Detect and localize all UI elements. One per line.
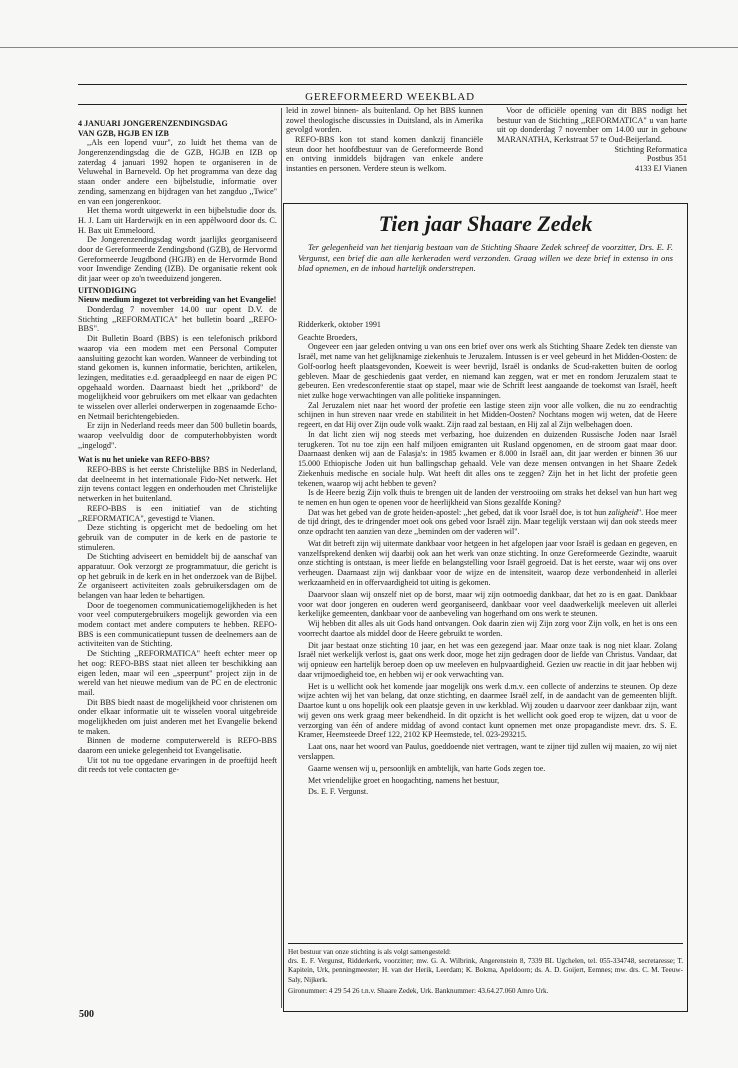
board-info-bank: Gironummer: 4 29 54 26 t.n.v. Shaare Zedek, Urk. Banknummer: 43.64.27.060 Amro Urk.: [288, 986, 549, 995]
paragraph: Wat dit betreft zijn wij uitermate dankbaar voor hetgeen in het afgelopen jaar voor Israël is gedaan en gegeven, en vanzelfsprekend denken wij daarbij ook aan het werk van onze stichting. In onze Gereformeerde Gezindte, waaruit onze stichting is ontstaan, is meer liefde en belangstelling voor Israël gegroeid. Dat is het eerste, waar wij ons over verheugen. Daarnaast zijn wij dankbaar voor de wijze en de intensiteit, waarop deze verbondenheid in allerlei werkzaamheid en in offervaardigheid tot uiting is gekomen.: [298, 539, 677, 587]
paragraph: Binnen de moderne computerwereld is REFO-BBS daarom een unieke gelegenheid tot Evangelisatie.: [78, 736, 277, 755]
text-run-italic: zaligheid: [608, 507, 638, 517]
paragraph: Daarvoor slaan wij onszelf niet op de borst, maar wij zijn ootmoedig dankbaar, dat het zo is en gaat. Dankbaar voor wat door jongeren en ouderen werd georganiseerd, dankbaar voor veel daadwerkelijk meeleven uit allerlei kerkelijke gemeenten, dankbaar voor de aanbeveling van hogerhand om ons werk te steunen.: [298, 589, 677, 619]
letter-signoff: Ds. E. F. Vergunst.: [308, 787, 369, 797]
paragraph: Het thema wordt uitgewerkt in een bijbelstudie door ds. H. J. Lam uit Harderwijk en in een appèlwoord door ds. C. H. Bax uit Emmeloord.: [78, 206, 277, 235]
paragraph: Zal Jeruzalem niet naar het woord der profetie een lastige steen zijn voor alle volken, die nu zo eendrachtig schijnen in hun streven naar vrede en stabiliteit in het Midden-Oosten? Nochtans mogen wij weten, dat de Heere regeert, en dat Hij over Zijn oude volk waakt. Zijn raad zal bestaan, en Hij zal al Zijn welbehagen doen.: [298, 400, 677, 430]
paragraph: leid in zowel binnen- als buitenland. Op het BBS kunnen zowel theologische discussies in Duitsland, als in Amerika gevolgd worden.: [286, 106, 483, 135]
middle-column: [286, 106, 483, 174]
paragraph: Gaarne wensen wij u, persoonlijk en ambtelijk, van harte Gods zegen toe.: [308, 763, 546, 773]
board-info: [288, 943, 683, 996]
signature-line: Stichting Reformatica: [614, 144, 687, 154]
paragraph: Deze stichting is opgericht met de bedoeling om het gebruik van de computer in de kerk en de pastorie te stimuleren.: [78, 523, 277, 552]
paragraph: In dat licht zien wij nog steeds met verbazing, hoe duizenden en duizenden Russische Joden naar Israël terugkeren. Tot nu toe zijn een half miljoen emigranten uit Rusland opgenomen, en de stroom gaat maar door. Daarnaast denken wij aan de Falasja's: in 1985 kwamen er 8.000 in Israël aan, dit jaar werden er binnen 36 uur 15.000 Ethiopische Joden uit hun ballingschap gehaald. Vele van deze mensen ontvangen in het Shaare Zedek Ziekenhuis medische en sociale hulp. Wat heeft dit alles ons te zeggen? Zijn het in het licht der profetie geen tekenen, waarop wij acht hebben te geven?: [298, 429, 677, 488]
paragraph: De Jongerenzendingsdag wordt jaarlijks georganiseerd door de Gereformeerde Zendingsbond (GZB), de Hervormd Gereformeerde Jeugdbond (HGJB) en de Hervormde Bond voor Inwendige Zending (IZB). De organisatie rekent ook dit jaar weer op zo'n tweeduizend jongeren.: [78, 235, 277, 283]
paragraph: REFO-BBS is een initiatief van de stichting ,,REFORMATICA", gevestigd te Vianen.: [78, 503, 277, 523]
paragraph: De Stichting ,,REFORMATICA" heeft echter meer op het oog: REFO-BBS staat niet alleen ter beschikking aan eigen leden, maar wil een ,,speerpunt" project zijn in de wereld van het nieuwe medium van de PC en de electronic mail.: [78, 649, 277, 697]
paragraph: Wij hebben dit alles als uit Gods hand ontvangen. Ook daarin zien wij Zijn zorg voor Zijn volk, en het is ons een voorrecht daartoe als middel door de Heere gebruikt te worden.: [298, 618, 677, 638]
letter-greeting: Geachte Broeders,: [298, 332, 358, 342]
section-subheading: Wat is nu het unieke van REFO-BBS?: [78, 455, 210, 465]
paragraph: Ongeveer een jaar geleden ontving u van ons een brief over ons werk als Stichting Shaare Zedek ten dienste van Israël, met name van het gelijknamige ziekenhuis te Jeruzalem. Intussen is er veel gebeurd in het Midden-Oosten: de Golf-oorlog heeft plaatsgevonden, Koeweit is weer bevrijd, Israël is ondanks de Scud-raketten buiten de oorlog gebleven. Maar de geschiedenis gaat verder, en niemand kan zeggen, wat er met en rondom Jeruzalem staat te gebeuren. Een vredesconferentie staat op stapel, maar wie de Schrift leest aangaande de toekomst van Israël, heeft niet zulke hoge verwachtingen van alle politieke inspanningen.: [298, 342, 677, 401]
masthead-rule-bottom: [78, 104, 687, 105]
paragraph: [298, 508, 677, 537]
article-intro: Ter gelegenheid van het tienjarig bestaan van de Stichting Shaare Zedek schreef de voorzitter, Drs. E. F. Vergunst, een brief die aan alle kerkeraden werd verzonden. Graag willen we deze brief in extenso in ons blad opnemen, en de inhoud hartelijk onderstrepen.: [298, 242, 673, 274]
paragraph: Het is u wellicht ook het komende jaar mogelijk ons werk d.m.v. een collecte of anderzins te steunen. Op deze wijze achten wij het van belang, dat onze stichting, en daarmee Israël zelf, in de aandacht van de gemeenten blijft. Daartoe kunt u ons hopelijk ook een plaatsje geven in uw kerkblad. Wij zouden u daarvoor zeer dankbaar zijn, want wij geven ons werk graag meer bekendheid. In dit opzicht is het wellicht ook goed erop te wijzen, dat u voor de verzorging van één of andere middag of avond contact kunt opnemen met onze propagandiste mevr. drs. S. E. Kramer, Heemsteede Dreef 122, 2102 KP Heemstede, tel. 023-293215.: [298, 681, 677, 740]
paragraph: Dit jaar bestaat onze stichting 10 jaar, en het was een gezegend jaar. Maar onze taak is nog niet klaar. Zolang Israël niet werkelijk verlost is, gaat ons werk door, moge het zijn gedragen door de liefde van Christus. Vandaar, dat wij opnieuw een hartelijk beroep doen op uw meeleven en hulpvaardigheid. Gezien uw reactie in dit jaar hebben wij daar vrijmoedigheid toe, en hebben wij er ook verwachting van.: [298, 640, 677, 679]
article-heading-line2: VAN GZB, HGJB EN IZB: [78, 128, 169, 138]
letter-body: [298, 318, 677, 797]
paragraph: Voor de officiële opening van dit BBS nodigt het bestuur van de Stichting ,,REFORMATICA" u van harte uit op donderdag 7 november om 14.00 uur in gebouw MARANATHA, Kerkstraat 57 te Oud-Beijerland.: [497, 106, 687, 145]
boxed-article: [283, 203, 688, 1012]
signature-line: Postbus 351: [646, 154, 687, 164]
paragraph: Donderdag 7 november 14.00 uur opent D.V. de Stichting ,,REFORMATICA" het bulletin board ,,REFO-BBS".: [78, 305, 277, 334]
masthead: GEREFORMEERD WEEKBLAD: [305, 91, 475, 103]
paragraph: Dit BBS biedt naast de mogelijkheid voor christenen om onder elkaar informatie uit te wisselen vooral uitgebreide mogelijkheden om juist anderen met het Evangelie bekend te maken.: [78, 697, 277, 736]
letter-place-date: Ridderkerk, oktober 1991: [298, 320, 381, 329]
paragraph: Met vriendelijke groet en hoogachting, namens het bestuur,: [308, 775, 500, 785]
left-column: [78, 119, 277, 775]
paragraph: ,,Als een lopend vuur", zo luidt het thema van de Jongerenzendingsdag die de GZB, HGJB en IZB op zaterdag 4 januari 1992 hopen te organiseren in de Veluwehal in Barneveld. Op het programma van deze dag staan onder andere een bijbelstudie, informatie over zending, samenzang en bijdragen van het zangduo ,,Twice" en van een jongerenkoor.: [78, 138, 277, 206]
text-run: ". Hoe meer de tijd dringt, des te dringender moet ook ons gebed voor Israël zijn. Maar tegelijk verstaan wij dan ook steeds meer onze opdracht ten aanzien van deze ,,beminden om der vaderen wil".: [298, 507, 677, 537]
paragraph: Uit tot nu toe opgedane ervaringen in de proeftijd heeft dit reeds tot vele contacten ge-: [78, 755, 277, 775]
board-info-heading: Het bestuur van onze stichting is als volgt samengesteld:: [288, 948, 451, 956]
top-rule-thin: [0, 47, 738, 48]
article-title: Tien jaar Shaare Zedek: [378, 211, 593, 236]
paragraph: Dit Bulletin Board (BBS) is een telefonisch prikbord waarop via een modem met een Personal Computer aansluiting gezocht kan worden. Wanneer de verbinding tot stand gekomen is, kunnen informatie, berichten, artikelen, lezingen, meditaties e.d. geraadpleegd en naar de eigen PC opgehaald worden. Daarnaast biedt het ,,prikbord" de mogelijkheid voor gebruikers om met elkaar van gedachten te wisselen over allerlei onderwerpen in zogenaamde Echo- en Netmail berichtengebieden.: [78, 334, 277, 421]
paragraph: De Stichting adviseert en bemiddelt bij de aanschaf van apparatuur. Ook verzorgt ze programmatuur, die gericht is op het gebruik in de kerk en in het onderzoek van de Bijbel. Ze organiseert activiteiten zoals gebruikersdagen om de belangen van haar leden te behartigen.: [78, 552, 277, 600]
paragraph: Laat ons, naar het woord van Paulus, goeddoende niet vertragen, want te zijner tijd zullen wij maaien, zo wij niet verslappen.: [298, 742, 677, 761]
section-subheading: Nieuw medium ingezet tot verbreiding van het Evangelie!: [78, 295, 277, 305]
signature-block: [497, 145, 687, 174]
paragraph: Is de Heere bezig Zijn volk thuis te brengen uit de landen der verstrooiing om straks het deksel van hun hart weg te nemen en hun ogen te openen voor de heerlijkheid van Sions gezalfde Koning?: [298, 488, 677, 507]
article-heading-line1: 4 JANUARI JONGERENZENDINGSDAG: [78, 119, 228, 128]
right-column: [497, 106, 687, 174]
column-separator-1: [281, 108, 282, 1008]
paragraph: Er zijn in Nederland reeds meer dan 500 bulletin boards, waarop veelvuldig door de computerhobbyisten wordt ,,ingelogd".: [78, 421, 277, 450]
page-number: 500: [79, 1009, 94, 1020]
section-heading-uitnodiging: UITNODIGING: [78, 285, 137, 295]
paragraph: REFO-BBS kon tot stand komen dankzij financiële steun door het hoofdbestuur van de Gereformeerde Bond en ontving inmiddels bijdragen van enkele andere instanties en personen. Verdere steun is welkom.: [286, 135, 483, 174]
text-run: Dat was het gebed van de grote heiden-apostel: ,,het gebed, dat ik voor Israël doe, is tot hun: [308, 507, 609, 517]
paragraph: Door de toegenomen communicatiemogelijkheden is het voor veel computergebruikers mogelijk geworden via een modem contact met andere computers te hebben. REFO-BBS is een communicatiepunt tussen de deelnemers aan de activiteiten van de Stichting.: [78, 600, 277, 649]
masthead-rule-top: [78, 84, 687, 85]
board-info-members: drs. E. F. Vergunst, Ridderkerk, voorzitter; mw. G. A. Wilbrink, Angerenstein 8, 7339 BL Ugchelen, tel. 055-334748, secretaresse; T. Kapitein, Urk, penningmeester; H. van der Herik, Leerdam; K. Bokma, Apeldoorn; ds. A. D. Goijert, Eemnes; mw. drs. C. M. Teeuw-Saly, Nijkerk.: [288, 957, 683, 984]
signature-line: 4133 EJ Vianen: [634, 164, 687, 174]
paragraph: REFO-BBS is het eerste Christelijke BBS in Nederland, dat deelneemt in het internationale Fido-Net netwerk. Het zijn tevens contact leggen en onderhouden met Christelijke netwerken in het buitenland.: [78, 465, 277, 504]
